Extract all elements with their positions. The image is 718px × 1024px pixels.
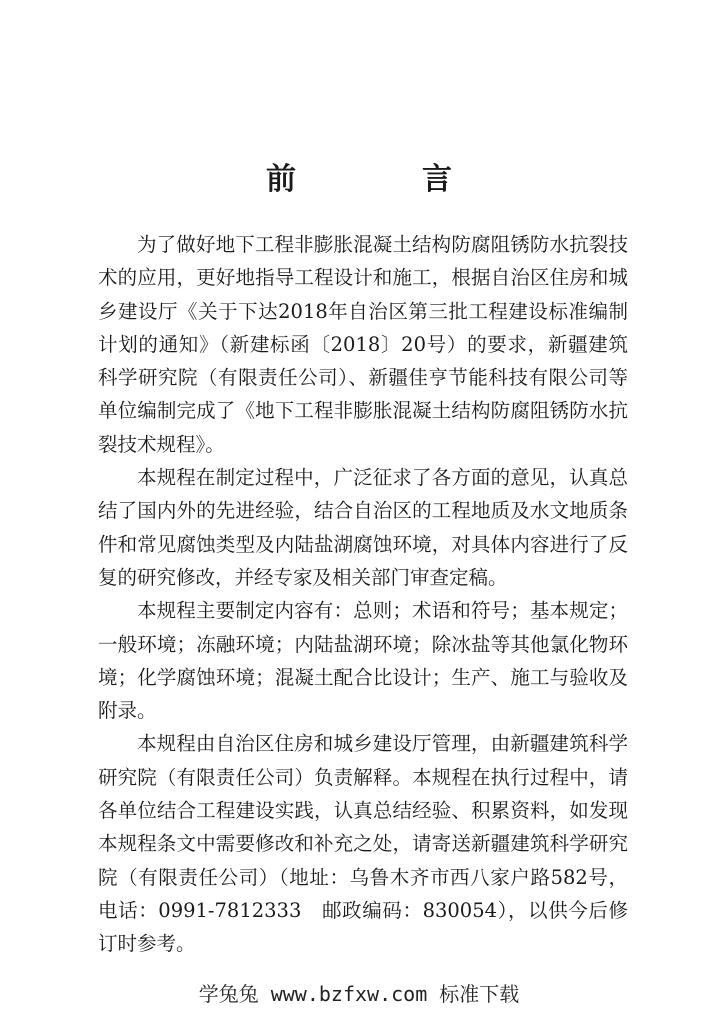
paragraph-4: 本规程由自治区住房和城乡建设厅管理，由新疆建筑科学研究院（有限责任公司）负责解释。本规程在执行过程中，请各单位结合工程建设实践，认真总结经验、积累资料，如发现本规程条文中需要修改和补充之处，请寄送新疆建筑科学研究院（有限责任公司）（地址：乌鲁木齐市西八家户路582号，电话：0991-7812333 邮政编码：830054），以供今后修订时参考。 bbox=[98, 732, 628, 956]
paragraph-2: 本规程在制定过程中，广泛征求了各方面的意见，认真总结了国内外的先进经验，结合自治区的工程地质及水文地质条件和常见腐蚀类型及内陆盐湖腐蚀环境，对具体内容进行了反复的研究修改，并经专家及相关部门审查定稿。 bbox=[98, 466, 628, 589]
paragraph-3: 本规程主要制定内容有：总则；术语和符号；基本规定；一般环境；冻融环境；内陆盐湖环境；除冰盐等其他氯化物环境；化学腐蚀环境；混凝土配合比设计；生产、施工与验收及附录。 bbox=[98, 599, 628, 723]
page-title: 前 言 bbox=[266, 162, 500, 197]
document-body bbox=[98, 228, 628, 961]
paragraph-1: 为了做好地下工程非膨胀混凝土结构防腐阻锈防水抗裂技术的应用，更好地指导工程设计和施工，根据自治区住房和城乡建设厅《关于下达2018年自治区第三批工程建设标准编制计划的通知》（新建标函〔2018〕20号）的要求，新疆建筑科学研究院（有限责任公司）、新疆佳亨节能科技有限公司等单位编制完成了《地下工程非膨胀混凝土结构防腐阻锈防水抗裂技术规程》。 bbox=[98, 233, 628, 456]
footer-watermark: 学兔兔 www.bzfxw.com 标准下载 bbox=[198, 982, 520, 1006]
